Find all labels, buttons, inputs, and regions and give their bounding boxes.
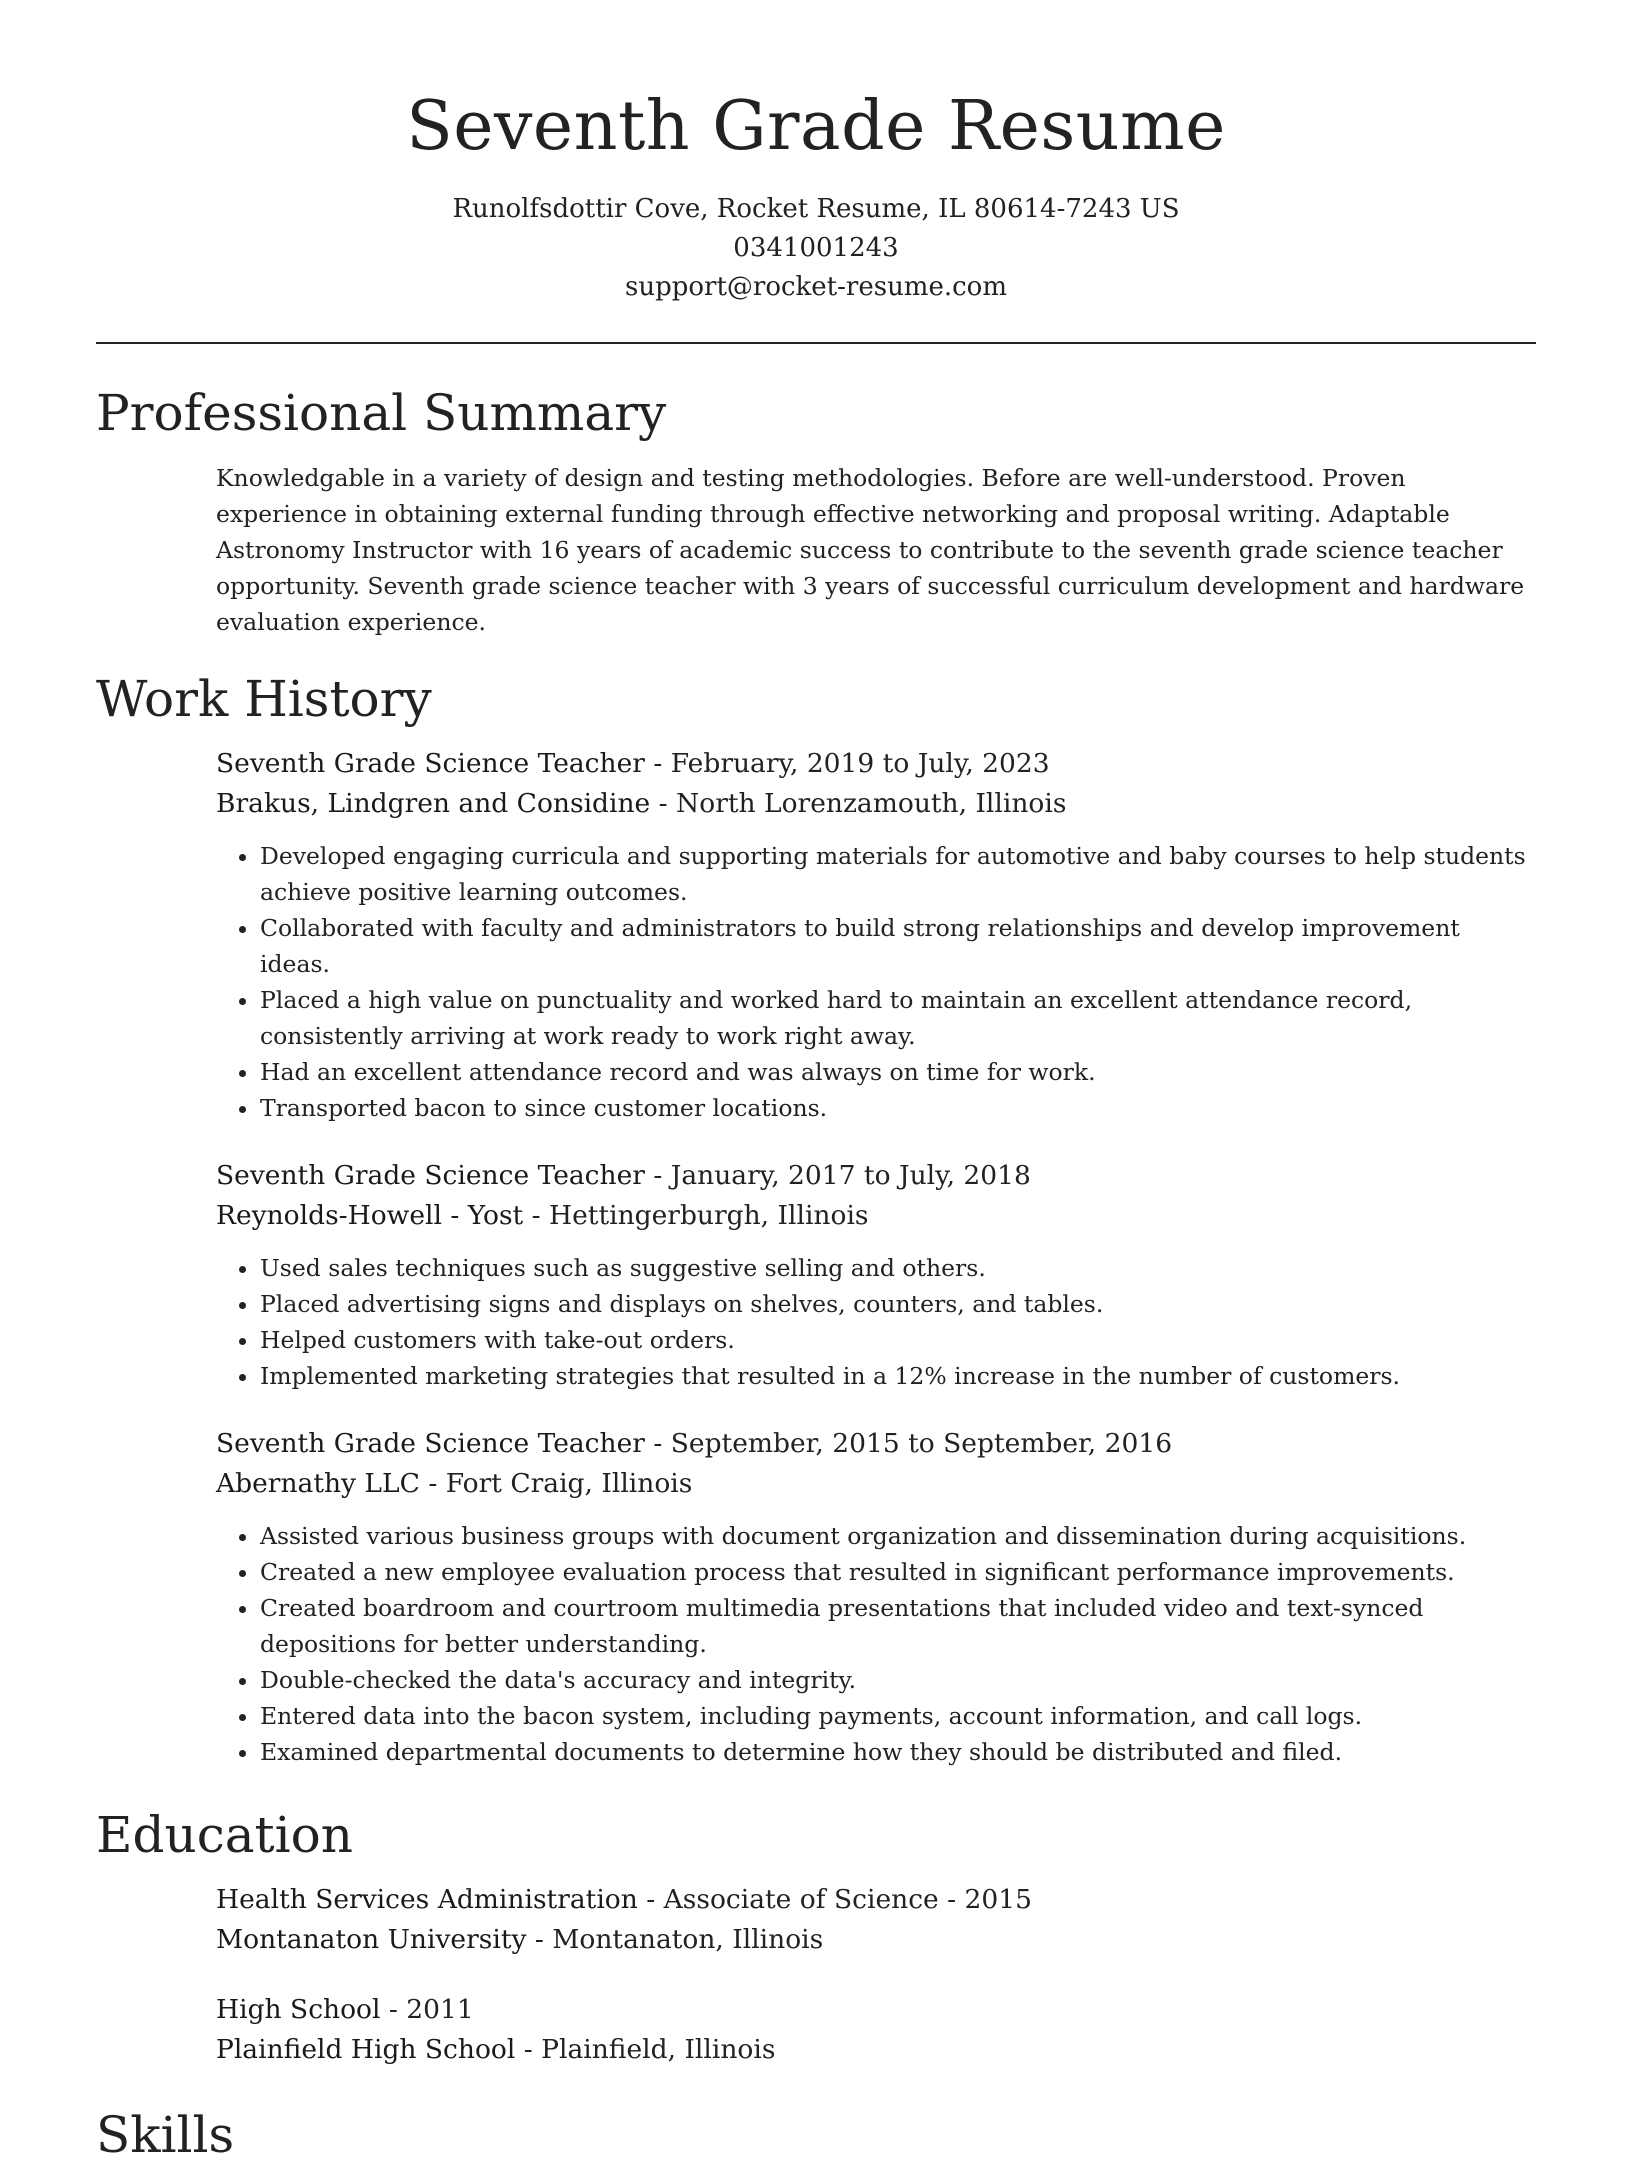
- education-heading: Education: [96, 1806, 353, 1864]
- job-company: Abernathy LLC: [216, 1468, 420, 1499]
- job-company-line: [216, 1196, 1536, 1236]
- education-detail: - 2011: [380, 1994, 474, 2025]
- education-school: Montanaton University: [216, 1924, 527, 1955]
- job-title-line: [216, 1156, 1536, 1196]
- education-degree-line: [216, 1990, 1536, 2030]
- job-entry: [216, 1156, 1536, 1394]
- job-bullets: [216, 838, 1536, 1126]
- work-history-heading: Work History: [96, 670, 432, 728]
- job-bullet: • Placed advertising signs and displays on shelves, counters, and tables.: [260, 1286, 1536, 1322]
- job-role: Seventh Grade Science Teacher: [216, 748, 645, 779]
- education-location: - Montanaton, Illinois: [526, 1924, 824, 1955]
- job-bullet: • Helped customers with take-out orders.: [260, 1322, 1536, 1358]
- job-dates: - January, 2017 to July, 2018: [644, 1160, 1031, 1191]
- job-bullet: • Transported bacon to since customer locations.: [260, 1090, 1536, 1126]
- education-degree-line: [216, 1880, 1536, 1920]
- email: support@rocket-resume.com: [624, 272, 1007, 302]
- education-degree: Health Services Administration: [216, 1884, 638, 1915]
- job-entry: [216, 744, 1536, 1126]
- education-section: [216, 1880, 1536, 2070]
- job-dates: - September, 2015 to September, 2016: [644, 1428, 1173, 1459]
- job-bullet: • Placed a high value on punctuality and worked hard to maintain an excellent attendance record, consistently arriving at work ready to work right away.: [260, 982, 1536, 1054]
- job-company-line: [216, 784, 1536, 824]
- job-company: Brakus, Lindgren and Considine: [216, 788, 651, 819]
- job-company-line: [216, 1464, 1536, 1504]
- education-degree: High School: [216, 1994, 381, 2025]
- job-role: Seventh Grade Science Teacher: [216, 1160, 645, 1191]
- job-bullet: • Created boardroom and courtroom multimedia presentations that included video and text-synced depositions for better understanding.: [260, 1590, 1536, 1662]
- job-location: - Hettingerburgh, Illinois: [523, 1200, 869, 1231]
- job-bullet: • Developed engaging curricula and supporting materials for automotive and baby courses to help students achieve positive learning outcomes.: [260, 838, 1536, 910]
- resume-header: [0, 0, 1632, 307]
- job-bullets: [216, 1518, 1536, 1770]
- job-title-line: [216, 1424, 1536, 1464]
- job-role: Seventh Grade Science Teacher: [216, 1428, 645, 1459]
- education-entry: [216, 1990, 1536, 2070]
- resume-title: Seventh Grade Resume: [406, 87, 1226, 166]
- education-entry: [216, 1880, 1536, 1960]
- skills-heading: Skills: [96, 2106, 235, 2164]
- summary-heading: Professional Summary: [96, 384, 667, 442]
- job-bullet: • Examined departmental documents to determine how they should be distributed and filed.: [260, 1734, 1536, 1770]
- contact-info: [0, 190, 1632, 307]
- education-school-line: [216, 1920, 1536, 1960]
- job-bullet: • Entered data into the bacon system, including payments, account information, and call logs.: [260, 1698, 1536, 1734]
- address: Runolfsdottir Cove, Rocket Resume, IL 80614-7243 US: [452, 194, 1180, 224]
- job-entry: [216, 1424, 1536, 1770]
- job-title-line: [216, 744, 1536, 784]
- job-bullet: • Created a new employee evaluation process that resulted in significant performance improvements.: [260, 1554, 1536, 1590]
- job-bullet: • Double-checked the data's accuracy and integrity.: [260, 1662, 1536, 1698]
- job-dates: - February, 2019 to July, 2023: [644, 748, 1050, 779]
- summary-text: Knowledgable in a variety of design and testing methodologies. Before are well-understood. Proven experience in obtaining external funding through effective networking and proposal writing. Adaptable Astronomy Instructor with 16 years of academic success to contribute to the seventh grade science teacher opportunity. Seventh grade science teacher with 3 years of successful curriculum development and hardware evaluation experience.: [216, 464, 1525, 636]
- job-bullet: • Assisted various business groups with document organization and dissemination during acquisitions.: [260, 1518, 1536, 1554]
- education-location: - Plainfield, Illinois: [515, 2034, 776, 2065]
- summary-section: [216, 460, 1536, 640]
- job-location: - North Lorenzamouth, Illinois: [650, 788, 1067, 819]
- education-school-line: [216, 2030, 1536, 2070]
- phone: 0341001243: [733, 233, 899, 263]
- job-bullets: [216, 1250, 1536, 1394]
- work-history-section: [216, 744, 1536, 1770]
- job-bullet: • Collaborated with faculty and administrators to build strong relationships and develop improvement ideas.: [260, 910, 1536, 982]
- education-school: Plainfield High School: [216, 2034, 516, 2065]
- header-divider: [96, 342, 1536, 344]
- job-bullet: • Implemented marketing strategies that resulted in a 12% increase in the number of customers.: [260, 1358, 1536, 1394]
- resume-content: [96, 378, 1536, 2170]
- education-detail: - Associate of Science - 2015: [637, 1884, 1032, 1915]
- job-company: Reynolds-Howell - Yost: [216, 1200, 524, 1231]
- job-bullet: • Had an excellent attendance record and was always on time for work.: [260, 1054, 1536, 1090]
- job-bullet: • Used sales techniques such as suggestive selling and others.: [260, 1250, 1536, 1286]
- job-location: - Fort Craig, Illinois: [419, 1468, 693, 1499]
